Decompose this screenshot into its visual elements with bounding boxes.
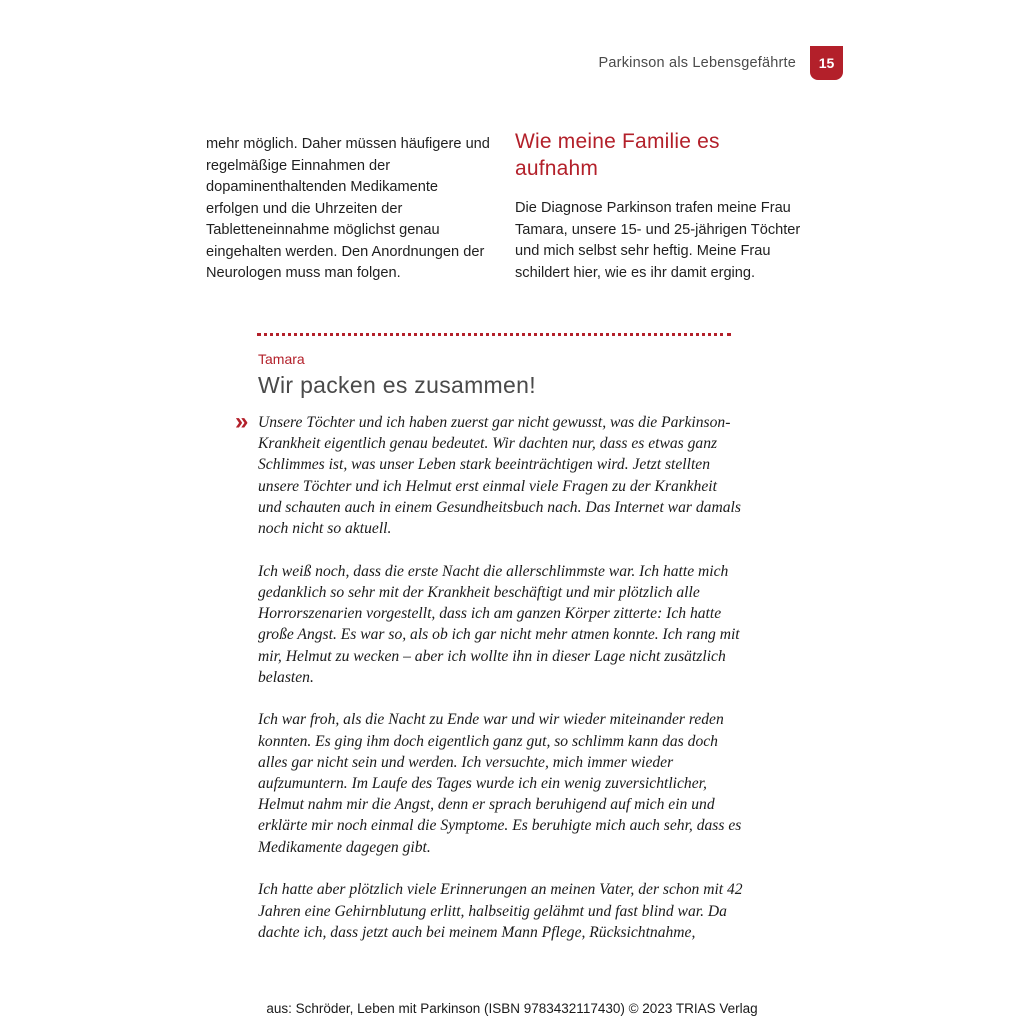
box-body (258, 412, 744, 964)
box-paragraph: Unsere Töchter und ich haben zuerst gar nicht gewusst, was die Parkinson-Krankheit eigentlich genau bedeutet. Wir dachten nur, dass es etwas ganz Schlimmes ist, was unser Leben stark beeinträchtigen wird. Jetzt stellten unsere Töchter und ich Helmut erst einmal viele Fragen zu der Krankheit und schauten auch in einem Gesundheitsbuch nach. Das Internet war damals noch nicht so aktuell. (258, 414, 741, 538)
dotted-divider (257, 333, 731, 336)
right-column-paragraph: Die Diagnose Parkinson trafen meine Frau Tamara, unsere 15- und 25-jährigen Töchter und mich selbst sehr heftig. Meine Frau schildert hier, wie es ihr damit erging. (515, 200, 801, 281)
box-kicker: Tamara (258, 351, 305, 367)
box-paragraph: Ich war froh, als die Nacht zu Ende war und wir wieder miteinander reden konnten. Es ging ihm doch eigentlich ganz gut, so schlimm kann das doch alles gar nicht sein und werden. Ich versuchte, mich immer wieder aufzumuntern. Im Laufe des Tages wurde ich ein wenig zuversichtlicher, Helmut nahm mir die Angst, denn er sprach beruhigend auf mich ein und erklärte mir noch einmal die Symptome. Es beruhigte mich auch sehr, dass es Medikamente dagegen gibt. (258, 711, 742, 856)
box-paragraph: Ich weiß noch, dass die erste Nacht die allerschlimmste war. Ich hatte mich gedanklich so sehr mit der Krankheit beschäftigt und mir plötzlich alle Horrorszenarien vorgestellt, dass ich am ganzen Körper zitterte: Ich hatte große Angst. Es war so, als ob ich gar nicht mehr atmen konnte. Ich rang mit mir, Helmut zu wecken – aber ich wollte ihn in dieser Lage nicht zusätzlich belasten. (258, 562, 740, 686)
page-number-badge: 15 (810, 46, 843, 80)
quote-marker-icon: » (235, 408, 249, 435)
box-title: Wir packen es zusammen! (258, 372, 536, 398)
left-column (206, 134, 492, 285)
left-column-paragraph: mehr möglich. Daher müssen häufigere und regelmäßige Einnahmen der dopaminenthaltenden Medikamente erfolgen und die Uhrzeiten der Tabletteneinnahme möglichst genau eingehalten werden. Den Anordnungen der Neurologen muss man folgen. (206, 136, 490, 281)
footer-citation: aus: Schröder, Leben mit Parkinson (ISBN 9783432117430) © 2023 TRIAS Verlag (266, 1001, 758, 1016)
running-head: Parkinson als Lebensgefährte (598, 55, 796, 71)
box-paragraph: Ich hatte aber plötzlich viele Erinnerungen an meinen Vater, der schon mit 42 Jahren eine Gehirnblutung erlitt, halbseitig gelähmt und fast blind war. Da dachte ich, dass jetzt auch bei meinem Mann Pflege, Rücksichtnahme, (258, 881, 743, 941)
right-column (515, 128, 805, 284)
section-heading: Wie meine Familie es aufnahm (515, 130, 720, 180)
